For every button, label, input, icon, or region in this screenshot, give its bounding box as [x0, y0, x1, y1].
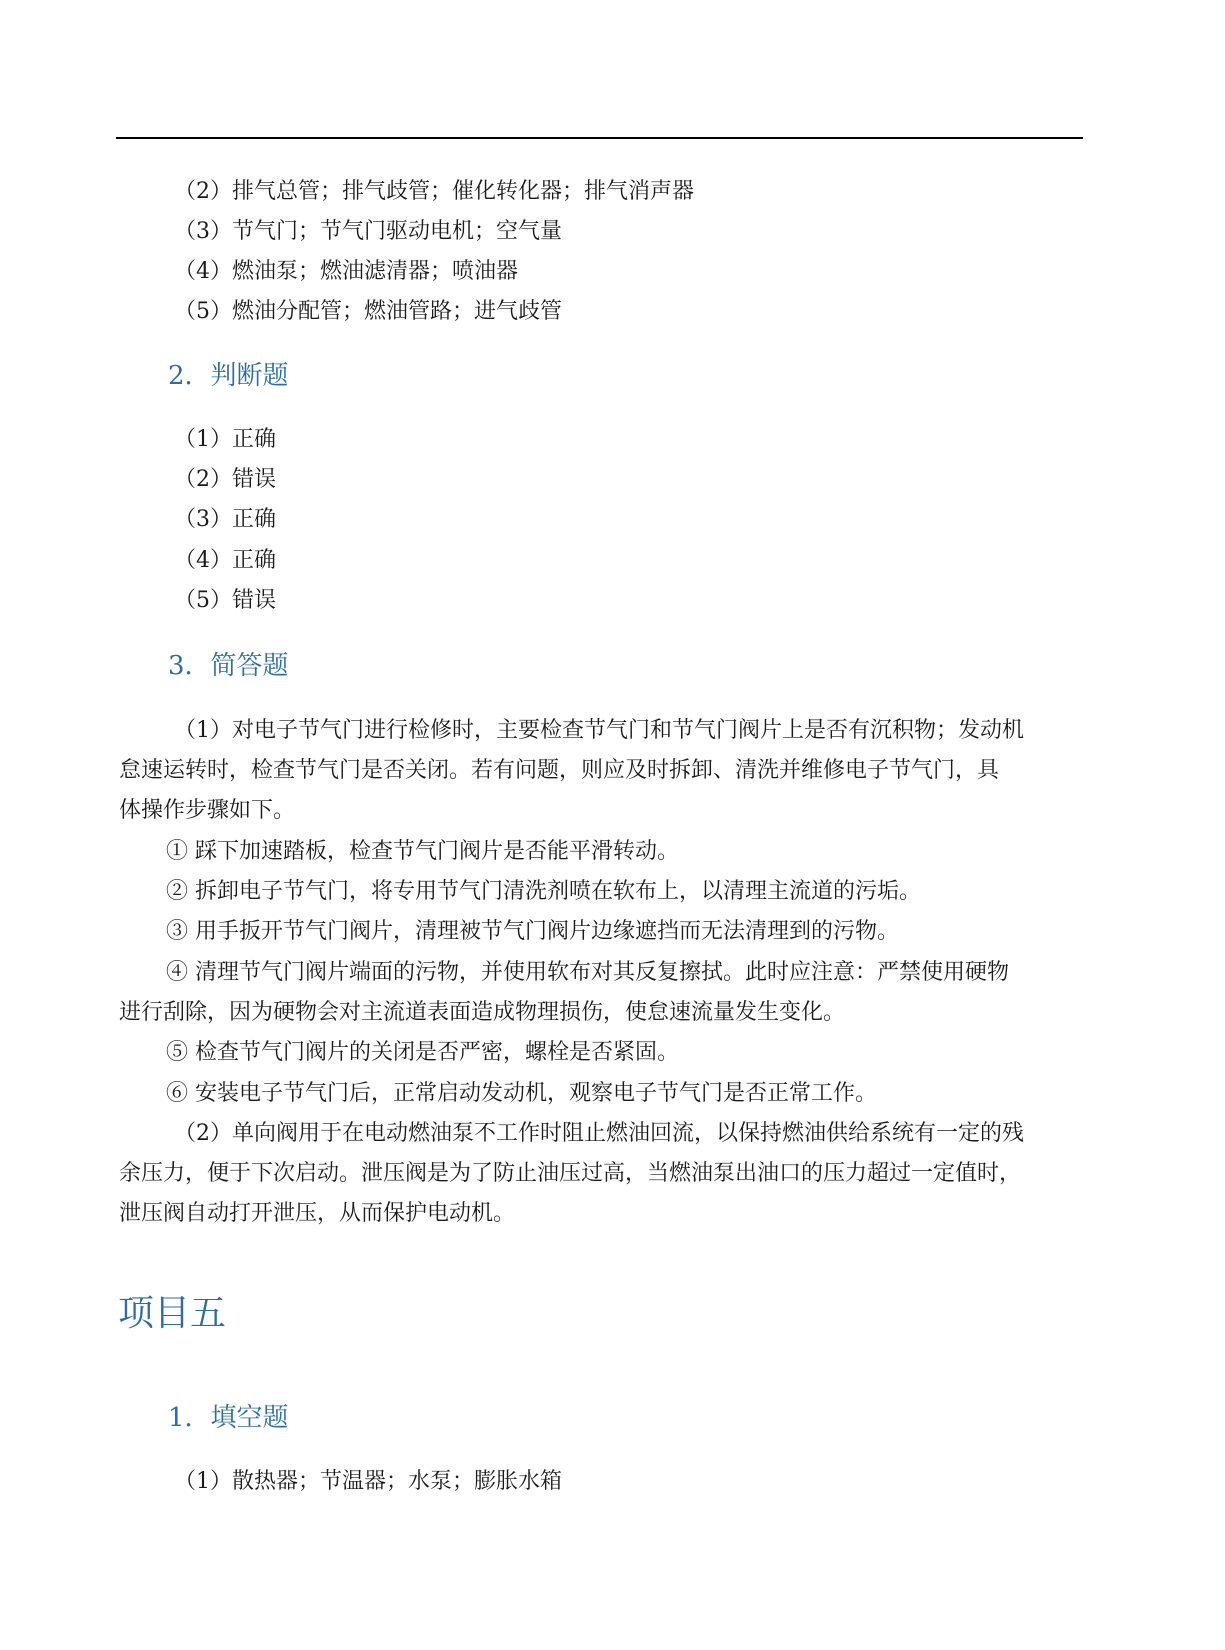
short-answer-line: 怠速运转时，检查节气门是否关闭。若有问题，则应及时拆卸、清洗并维修电子节气门，具 — [119, 758, 1000, 783]
judge-answer-4: （4）正确 — [174, 548, 276, 573]
step-6: ⑥ 安装电子节气门后，正常启动发动机，观察电子节气门是否正常工作。 — [166, 1081, 877, 1106]
project-heading: 项目五 — [118, 1293, 227, 1334]
fill-answer-4: （4）燃油泵；燃油滤清器；喷油器 — [174, 259, 518, 284]
short-answer-line: 泄压阀自动打开泄压，从而保护电动机。 — [119, 1201, 516, 1226]
fill-answer-5: （5）燃油分配管；燃油管路；进气歧管 — [174, 299, 562, 324]
short-answer-line: 体操作步骤如下。 — [119, 798, 296, 823]
judge-answer-3: （3）正确 — [174, 507, 276, 532]
judge-answer-2: （2）错误 — [174, 467, 276, 492]
step-3: ③ 用手扳开节气门阀片，清理被节气门阀片边缘遮挡而无法清理到的污物。 — [166, 919, 899, 944]
judge-answer-5: （5）错误 — [174, 588, 276, 613]
fill-answer-3: （3）节气门；节气门驱动电机；空气量 — [174, 219, 562, 244]
fill-heading: 1．填空题 — [168, 1403, 289, 1433]
judge-heading: 2．判断题 — [168, 361, 289, 391]
fill-answer-2: （2）排气总管；排气歧管；催化转化器；排气消声器 — [174, 179, 694, 204]
short-answer-line: （1）对电子节气门进行检修时，主要检查节气门和节气门阀片上是否有沉积物；发动机 — [174, 718, 1024, 743]
judge-answer-1: （1）正确 — [174, 427, 276, 452]
fill-answer-1: （1）散热器；节温器；水泵；膨胀水箱 — [174, 1469, 562, 1494]
step-2: ② 拆卸电子节气门，将专用节气门清洗剂喷在软布上，以清理主流道的污垢。 — [166, 879, 921, 904]
step-1: ① 踩下加速踏板，检查节气门阀片是否能平滑转动。 — [166, 839, 679, 864]
step-4: ④ 清理节气门阀片端面的污物，并使用软布对其反复擦拭。此时应注意：严禁使用硬物 — [166, 960, 1009, 985]
short-answer-line: 余压力，便于下次启动。泄压阀是为了防止油压过高，当燃油泵出油口的压力超过一定值时， — [119, 1161, 1022, 1186]
step-4-continued: 进行刮除，因为硬物会对主流道表面造成物理损伤，使怠速流量发生变化。 — [119, 1000, 846, 1025]
short-answer-line: （2）单向阀用于在电动燃油泵不工作时阻止燃油回流，以保持燃油供给系统有一定的残 — [174, 1121, 1024, 1146]
step-5: ⑤ 检查节气门阀片的关闭是否严密，螺栓是否紧固。 — [166, 1040, 679, 1065]
short-answer-heading: 3．简答题 — [168, 651, 289, 681]
header-rule — [116, 137, 1083, 139]
